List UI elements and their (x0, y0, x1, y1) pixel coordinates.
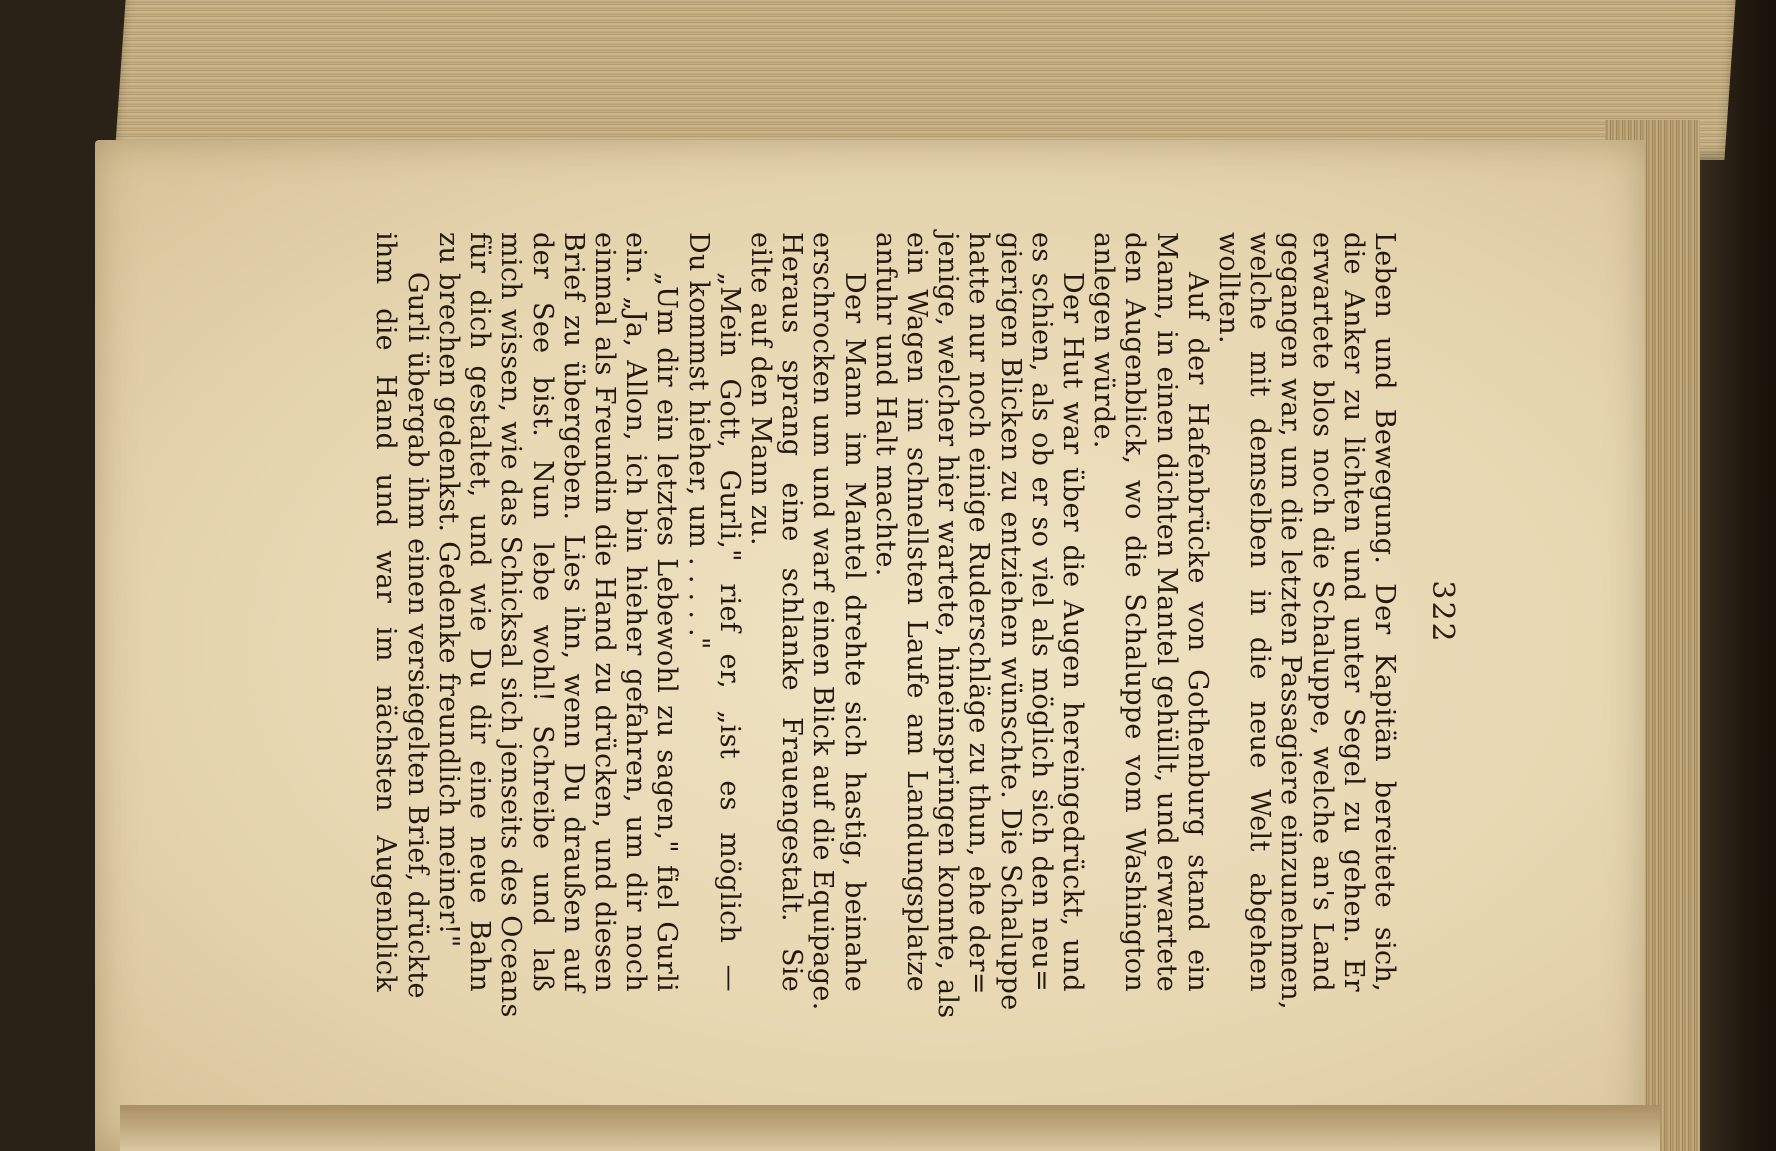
page-number: 322 (1425, 580, 1460, 644)
text-line: anfuhr und Halt machte. (869, 232, 901, 577)
text-line: gierigen Blicken zu entziehen wünschte. Die Schaluppe (994, 232, 1026, 1011)
text-line: mich wissen, wie das Schicksal sich jenseits des Oceans (495, 232, 527, 1018)
text-line: der See bist. Nun lebe wohl! Schreibe und laß (526, 232, 558, 992)
text-line: ein Wagen im schnellsten Laufe am Landungsplatze (900, 232, 932, 992)
text-line: einmal als Freundin die Hand zu drücken, und diesen (588, 232, 620, 992)
text-line: Der Mann im Mantel drehte sich hastig, beinahe (838, 272, 870, 992)
body-text (370, 232, 1400, 1019)
text-line: eilte auf den Mann zu. (744, 232, 776, 546)
text-line: „Um dir ein letztes Lebewohl zu sagen," fiel Gurli (651, 272, 683, 992)
rotated-text-block (370, 232, 1460, 1019)
text-line: Brief zu übergeben. Lies ihn, wenn Du draußen auf (557, 232, 589, 992)
text-line: für dich gestaltet, und wie Du dir eine neue Bahn (464, 232, 496, 992)
text-line: Mann, in einen dichten Mantel gehüllt, und erwartete (1150, 232, 1182, 992)
text-line: wollten. (1212, 232, 1244, 344)
text-line: „Mein Gott, Gurli," rief er, „ist es möglich — (713, 272, 745, 992)
text-line: die Anker zu lichten und unter Segel zu gehen. Er (1337, 232, 1369, 992)
text-line: es schien, als ob er so viel als möglich sich den neu= (1025, 232, 1057, 992)
page-stack-top (114, 0, 1735, 160)
text-line: Heraus sprang eine schlanke Frauengestalt. Sie (776, 232, 808, 992)
lower-page-edge (120, 1105, 1660, 1151)
text-line: den Augenblick, wo die Schaluppe vom Washington (1119, 232, 1151, 992)
text-line: ihm die Hand und war im nächsten Augenblick (370, 232, 402, 992)
text-line: Der Hut war über die Augen hereingedrückt, und (1056, 272, 1088, 992)
text-line: jenige, welcher hier wartete, hineinspringen konnte, als (932, 232, 964, 1019)
text-line: anlegen würde. (1088, 232, 1120, 449)
text-line: welche mit demselben in die neue Welt abgehen (1244, 232, 1276, 992)
text-line: zu brechen gedenkst. Gedenke freundlich meiner!" (432, 232, 464, 948)
text-line: Leben und Bewegung. Der Kapitän bereitete sich, (1369, 232, 1400, 992)
text-line: erwartete blos noch die Schaluppe, welche an's Land (1306, 232, 1338, 992)
text-line: Auf der Hafenbrücke von Gothenburg stand ein (1181, 272, 1213, 992)
book-cover-edge (1690, 0, 1776, 1151)
text-line: hatte nur noch einige Ruderschläge zu thun, ehe der= (963, 232, 995, 995)
text-line: erschrocken um und warf einen Blick auf die Equipage. (807, 232, 839, 1011)
text-line: ein. „Ja, Allon, ich bin hieher gefahren, um dir noch (620, 232, 652, 992)
text-line: Gurli übergab ihm einen versiegelten Brief, drückte (401, 272, 433, 999)
text-line: gegangen war, um die letzten Passagiere einzunehmen, (1275, 232, 1307, 1010)
text-line: Du kommst hieher, um . . . . ." (682, 232, 714, 650)
